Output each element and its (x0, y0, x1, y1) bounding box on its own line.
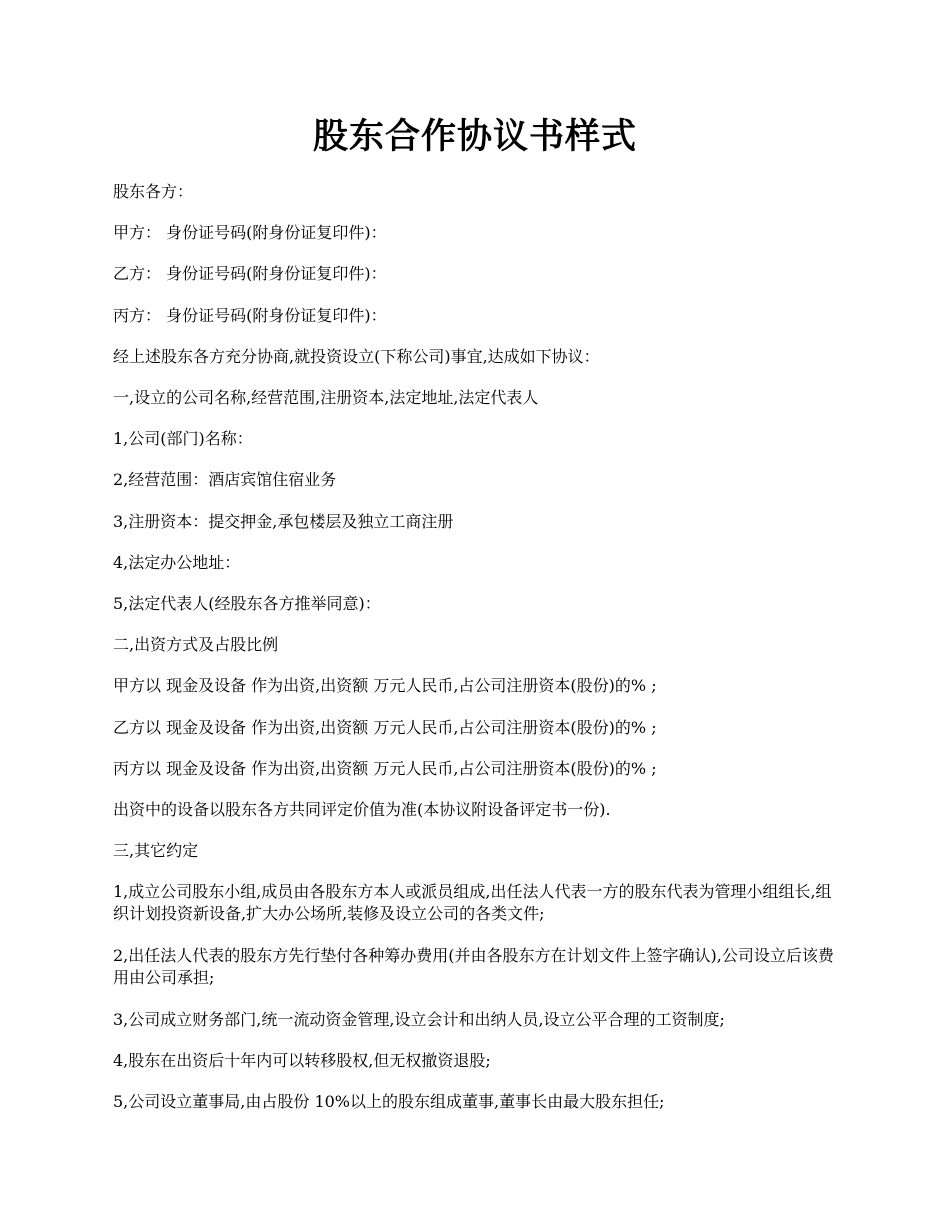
document-title: 股东合作协议书样式 (312, 116, 637, 157)
paragraph-party-a-contribution: 甲方以 现金及设备 作为出资,出资额 万元人民币,占公司注册资本(股份)的% ; (113, 676, 657, 695)
paragraph-company-name: 1,公司(部门)名称： (113, 429, 253, 448)
paragraph-business-scope: 2,经营范围：酒店宾馆住宿业务 (113, 470, 337, 489)
paragraph-clause-2: 2,出任法人代表的股东方先行垫付各种筹办费用(并由各股东方在计划文件上签字确认),公司设立后该费用由公司承担; (113, 946, 834, 987)
paragraph-party-c: 丙方： 身份证号码(附身份证复印件)： (113, 306, 387, 325)
paragraph-party-b-contribution: 乙方以 现金及设备 作为出资,出资额 万元人民币,占公司注册资本(股份)的% ; (113, 718, 657, 737)
paragraph-shareholders-heading: 股东各方： (113, 182, 194, 201)
paragraph-clause-1: 1,成立公司股东小组,成员由各股东方本人或派员组成,出任法人代表一方的股东代表为管理小组组长,组织计划投资新设备,扩大办公场所,装修及设立公司的各类文件; (113, 882, 832, 923)
paragraph-office-address: 4,法定办公地址： (113, 553, 241, 572)
paragraph-party-c-contribution: 丙方以 现金及设备 作为出资,出资额 万元人民币,占公司注册资本(股份)的% ; (113, 759, 657, 778)
paragraph-party-a: 甲方： 身份证号码(附身份证复印件)： (113, 223, 387, 242)
paragraph-clause-4: 4,股东在出资后十年内可以转移股权,但无权撤资退股; (113, 1051, 491, 1070)
paragraph-equipment-valuation: 出资中的设备以股东各方共同评定价值为准(本协议附设备评定书一份). (113, 800, 611, 819)
section-heading-1: 一,设立的公司名称,经营范围,注册资本,法定地址,法定代表人 (113, 388, 539, 407)
paragraph-clause-5: 5,公司设立董事局,由占股份 10%以上的股东组成董事,董事长由最大股东担任; (113, 1092, 665, 1111)
paragraph-intro: 经上述股东各方充分协商,就投资设立(下称公司)事宜,达成如下协议： (113, 347, 600, 366)
paragraph-registered-capital: 3,注册资本：提交押金,承包楼层及独立工商注册 (113, 512, 454, 531)
paragraph-party-b: 乙方： 身份证号码(附身份证复印件)： (113, 264, 387, 283)
paragraph-clause-3: 3,公司成立财务部门,统一流动资金管理,设立会计和出纳人员,设立公平合理的工资制度; (113, 1010, 725, 1029)
section-heading-2: 二,出资方式及占股比例 (113, 635, 279, 654)
section-heading-3: 三,其它约定 (113, 841, 199, 860)
paragraph-legal-representative: 5,法定代表人(经股东各方推举同意)： (113, 594, 381, 613)
